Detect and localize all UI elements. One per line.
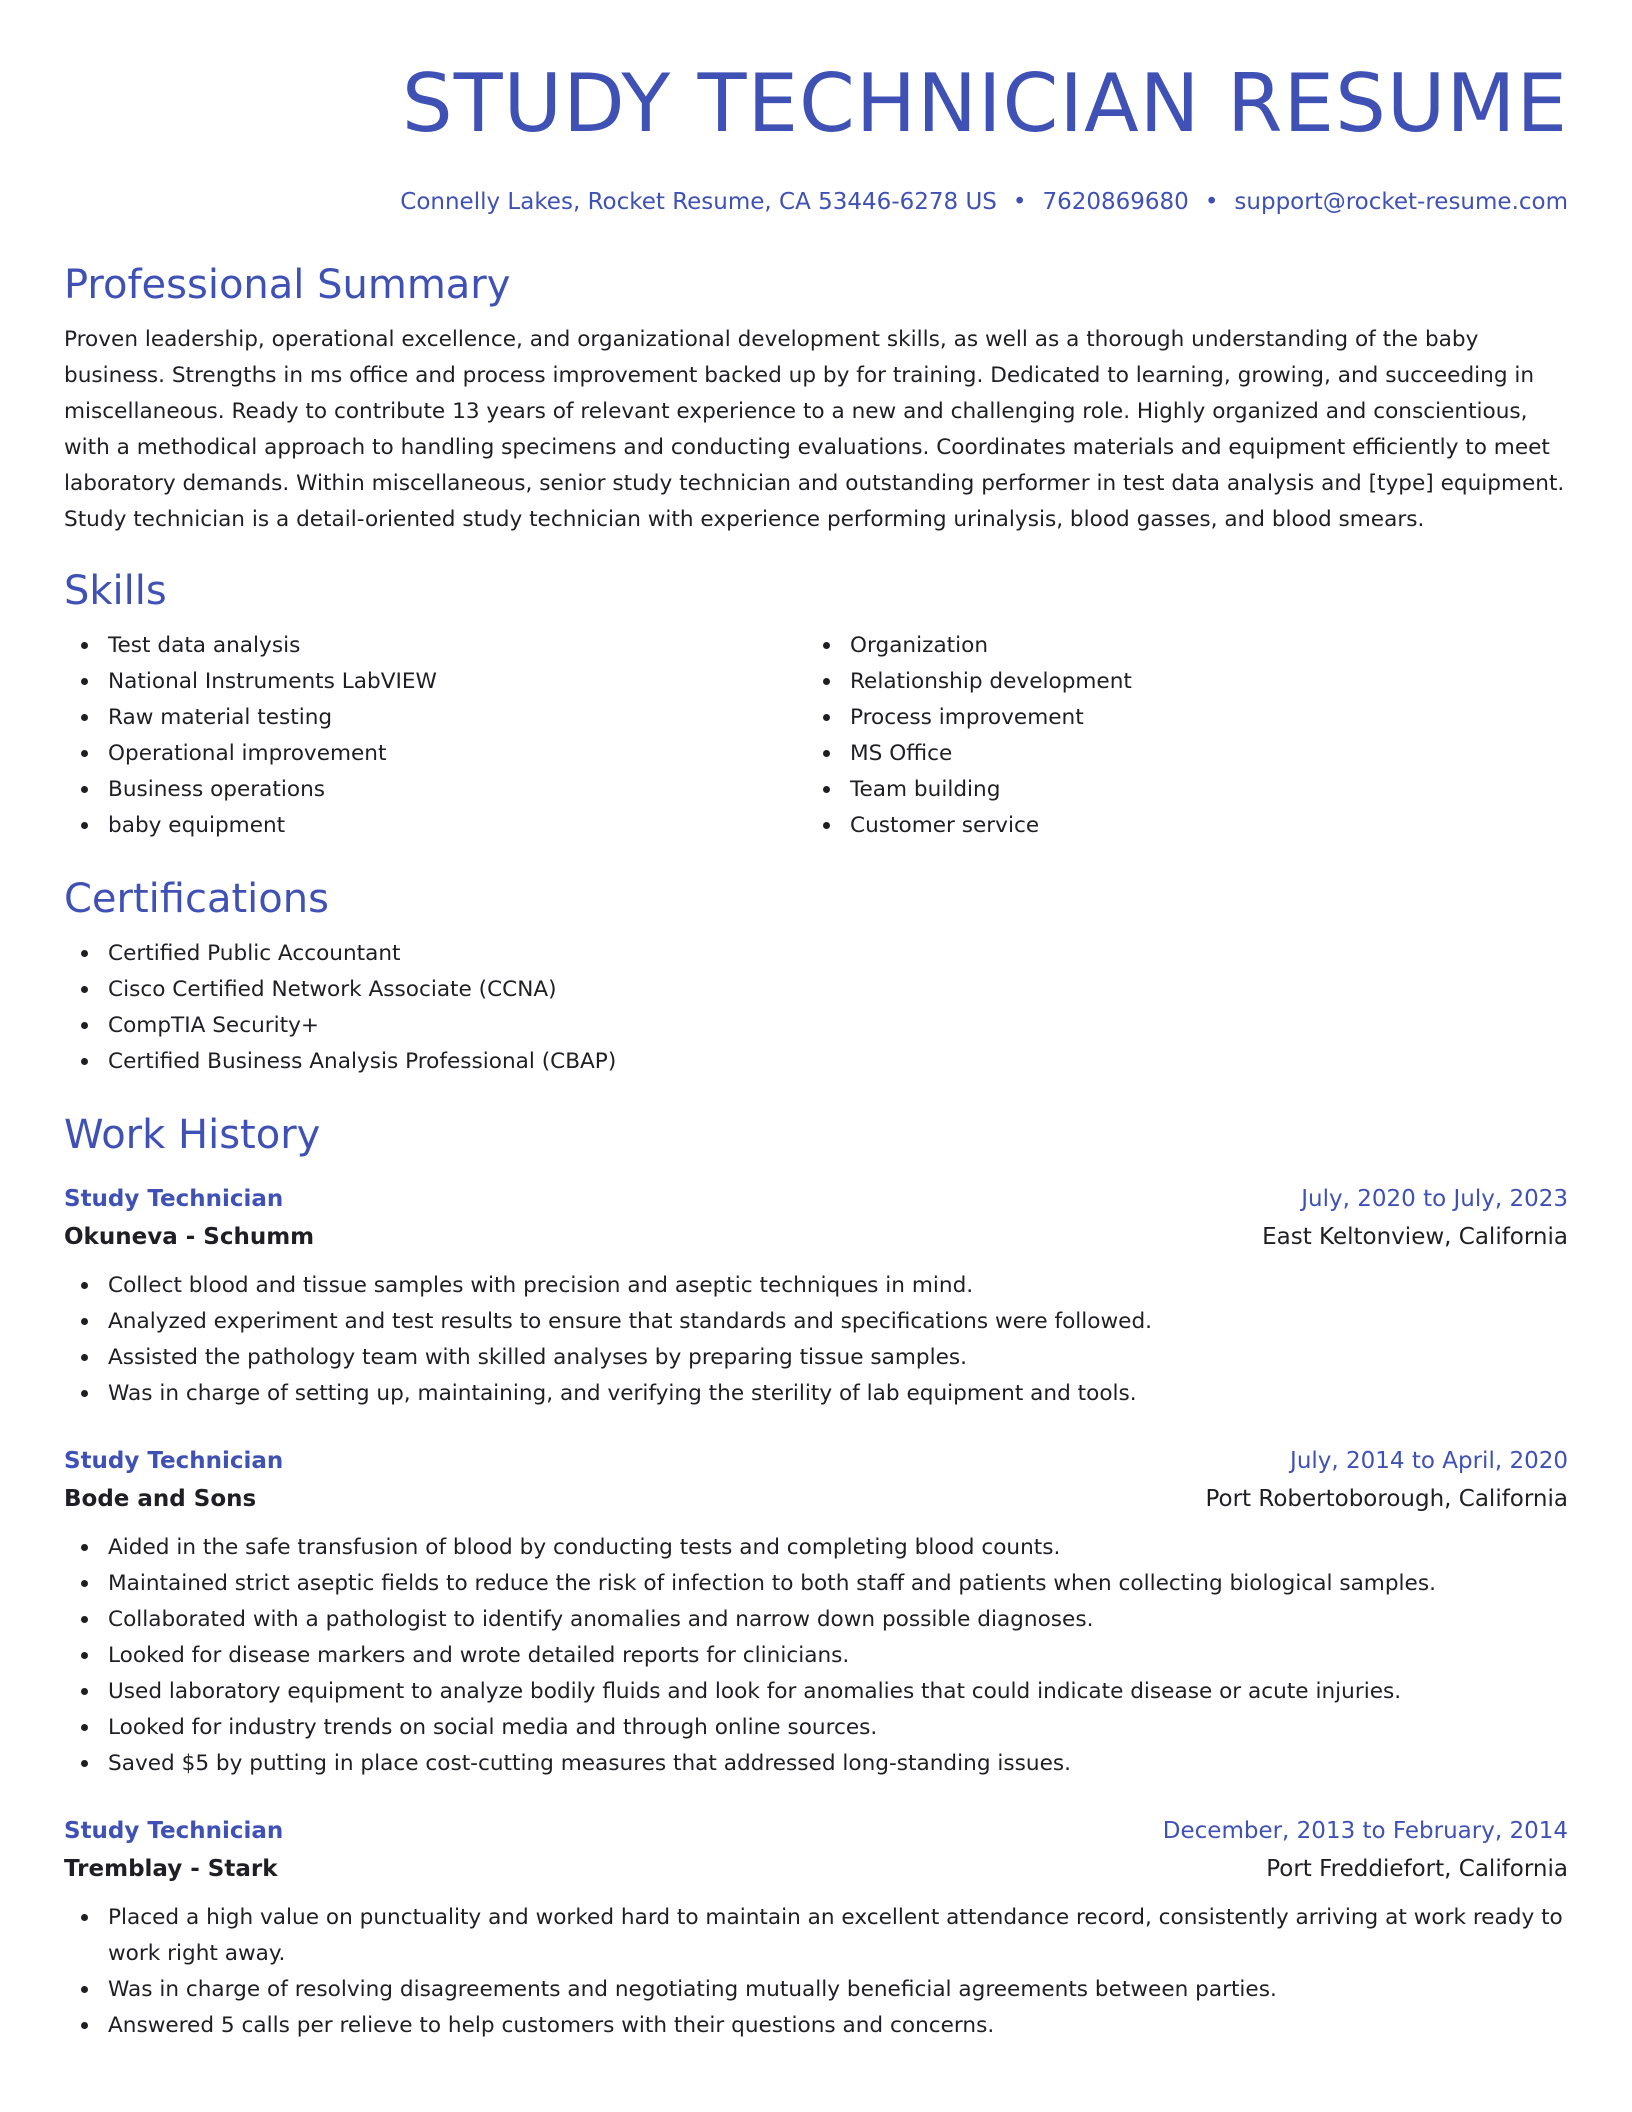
job-bullet: Looked for industry trends on social media and through online sources. — [64, 1710, 1568, 1746]
job-location: Port Robertoborough, California — [1205, 1486, 1568, 1512]
skill-item: National Instruments LabVIEW — [64, 664, 806, 700]
job-entry — [64, 1442, 1568, 1782]
job-bullet: Used laboratory equipment to analyze bodily fluids and look for anomalies that could indicate disease or acute injuries. — [64, 1674, 1568, 1710]
job-location: Port Freddiefort, California — [1266, 1856, 1568, 1882]
skill-item: baby equipment — [64, 808, 806, 844]
job-bullet: Collect blood and tissue samples with precision and aseptic techniques in mind. — [64, 1268, 1568, 1304]
skill-item: Relationship development — [806, 664, 1548, 700]
job-company-row — [64, 1218, 1568, 1256]
job-title: Study Technician — [64, 1186, 284, 1212]
contact-address: Connelly Lakes, Rocket Resume, CA 53446-6278 US — [400, 189, 997, 215]
contact-line — [64, 186, 1568, 218]
job-bullet-list — [64, 1900, 1568, 2044]
job-bullet: Assisted the pathology team with skilled analyses by preparing tissue samples. — [64, 1340, 1568, 1376]
contact-separator: • — [1204, 189, 1219, 215]
job-dates: July, 2014 to April, 2020 — [1290, 1448, 1568, 1474]
job-title: Study Technician — [64, 1448, 284, 1474]
job-bullet-list — [64, 1268, 1568, 1412]
certifications-heading: Certifications — [64, 876, 329, 922]
skill-item: Operational improvement — [64, 736, 806, 772]
skills-grid — [64, 628, 1568, 844]
job-header-row — [64, 1812, 1568, 1850]
certifications-list — [64, 936, 1568, 1080]
skill-item: Business operations — [64, 772, 806, 808]
skill-item: Test data analysis — [64, 628, 806, 664]
skills-list-left — [64, 628, 806, 844]
contact-phone: 7620869680 — [1042, 189, 1189, 215]
job-dates: July, 2020 to July, 2023 — [1301, 1186, 1568, 1212]
job-bullet: Was in charge of resolving disagreements and negotiating mutually beneficial agreements between parties. — [64, 1972, 1568, 2008]
job-company-row — [64, 1850, 1568, 1888]
summary-heading: Professional Summary — [64, 262, 511, 308]
job-dates: December, 2013 to February, 2014 — [1162, 1818, 1568, 1844]
certification-item: CompTIA Security+ — [64, 1008, 1568, 1044]
skills-list-right — [806, 628, 1548, 844]
job-bullet: Placed a high value on punctuality and worked hard to maintain an excellent attendance record, consistently arriving at work ready to work right away. — [64, 1900, 1568, 1972]
contact-separator: • — [1012, 189, 1027, 215]
job-bullet: Analyzed experiment and test results to ensure that standards and specifications were followed. — [64, 1304, 1568, 1340]
skill-item: Process improvement — [806, 700, 1548, 736]
work-history-heading: Work History — [64, 1112, 321, 1158]
skill-item: Customer service — [806, 808, 1548, 844]
certification-item: Cisco Certified Network Associate (CCNA) — [64, 972, 1568, 1008]
skill-item: Organization — [806, 628, 1548, 664]
job-bullet: Collaborated with a pathologist to identify anomalies and narrow down possible diagnoses. — [64, 1602, 1568, 1638]
contact-email: support@rocket-resume.com — [1234, 189, 1568, 215]
skill-item: MS Office — [806, 736, 1548, 772]
skill-item: Raw material testing — [64, 700, 806, 736]
skills-column-right — [806, 628, 1548, 844]
job-company-row — [64, 1480, 1568, 1518]
job-bullet: Looked for disease markers and wrote detailed reports for clinicians. — [64, 1638, 1568, 1674]
certification-item: Certified Public Accountant — [64, 936, 1568, 972]
job-header-row — [64, 1180, 1568, 1218]
summary-text: Proven leadership, operational excellence, and organizational development skills, as well as a thorough understanding of the baby business. Strengths in ms office and process improvement backed up by for training. Dedicated to learning, growing, and succeeding in miscellaneous. Ready to contribute 13 years of relevant experience to a new and challenging role. Highly organized and conscientious, with a methodical approach to handling specimens and conducting evaluations. Coordinates materials and equipment efficiently to meet laboratory demands. Within miscellaneous, senior study technician and outstanding performer in test data analysis and [type] equipment. Study technician is a detail-oriented study technician with experience performing urinalysis, blood gasses, and blood smears. — [64, 327, 1565, 532]
skills-heading: Skills — [64, 568, 167, 614]
job-company: Okuneva - Schumm — [64, 1224, 315, 1250]
certification-item: Certified Business Analysis Professional (CBAP) — [64, 1044, 1568, 1080]
job-bullet: Maintained strict aseptic fields to reduce the risk of infection to both staff and patients when collecting biological samples. — [64, 1566, 1568, 1602]
job-bullet: Was in charge of setting up, maintaining, and verifying the sterility of lab equipment and tools. — [64, 1376, 1568, 1412]
job-bullet: Aided in the safe transfusion of blood by conducting tests and completing blood counts. — [64, 1530, 1568, 1566]
resume-title: STUDY TECHNICIAN RESUME — [401, 57, 1568, 150]
job-entry — [64, 1812, 1568, 2044]
job-header-row — [64, 1442, 1568, 1480]
skills-column-left — [64, 628, 806, 844]
job-bullet: Answered 5 calls per relieve to help customers with their questions and concerns. — [64, 2008, 1568, 2044]
job-entry — [64, 1180, 1568, 1412]
skill-item: Team building — [806, 772, 1548, 808]
job-location: East Keltonview, California — [1262, 1224, 1568, 1250]
job-company: Tremblay - Stark — [64, 1856, 278, 1882]
job-bullet-list — [64, 1530, 1568, 1782]
job-title: Study Technician — [64, 1818, 284, 1844]
job-company: Bode and Sons — [64, 1486, 257, 1512]
job-bullet: Saved $5 by putting in place cost-cutting measures that addressed long-standing issues. — [64, 1746, 1568, 1782]
